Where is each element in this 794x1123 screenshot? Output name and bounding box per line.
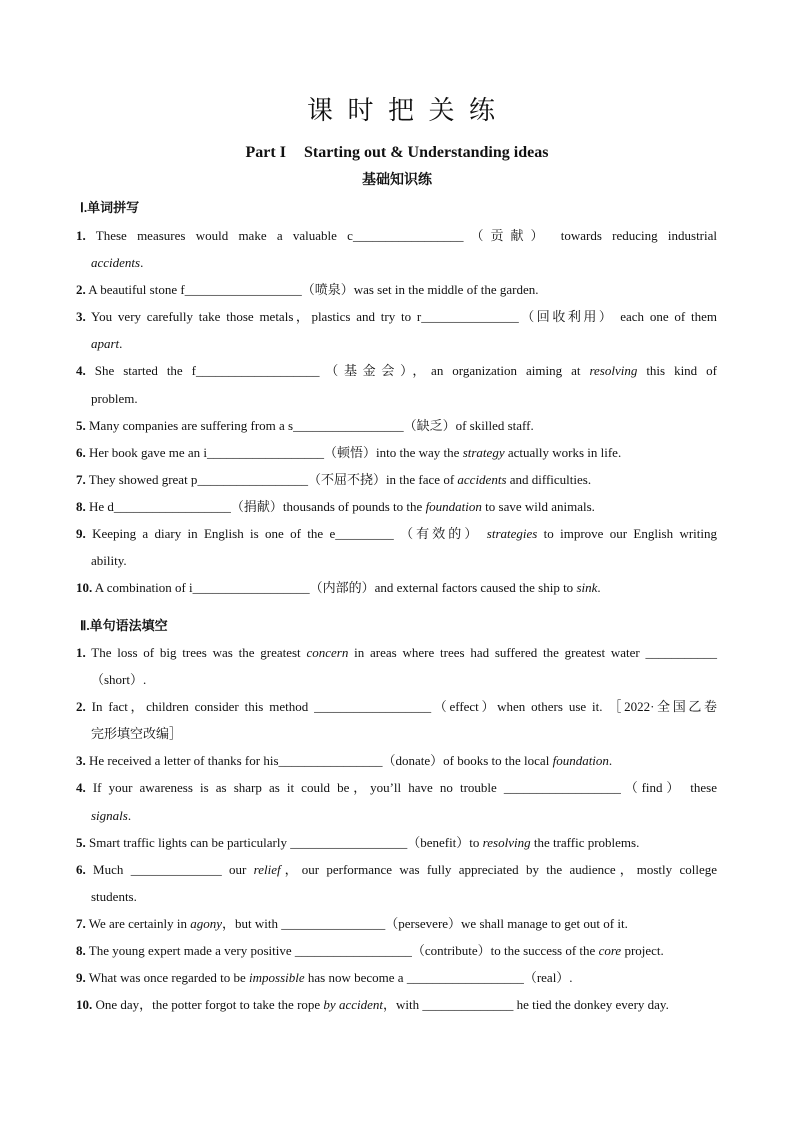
question-item: [76, 357, 717, 411]
section-heading-grammar-fill: Ⅱ.单句语法填空: [80, 618, 168, 633]
question-number: 9.: [76, 526, 86, 542]
question-text: （real）.: [523, 970, 573, 986]
question-text: （顿悟）into the way the: [324, 444, 463, 460]
question-text: Her book gave me an i: [85, 444, 208, 460]
question-text: project.: [621, 943, 664, 959]
question-text: （contribute）to the success of the: [411, 943, 599, 959]
emphasized-term: accidents: [91, 255, 141, 271]
question-number: 1.: [76, 645, 86, 660]
emphasized-term: by accident: [323, 997, 383, 1013]
question-text: （persevere）we shall manage to get out of it.: [385, 915, 628, 931]
question-text: （find） these: [620, 780, 717, 796]
question-line: [76, 747, 717, 774]
question-text: What was once regarded to be: [85, 970, 250, 986]
question-text: Smart traffic lights can be particularly: [85, 834, 291, 850]
question-item: [76, 829, 717, 856]
emphasized-term: signals: [91, 807, 128, 823]
question-text: Many companies are suffering from a s: [85, 417, 294, 433]
question-line: [76, 991, 717, 1018]
question-item: [76, 991, 717, 1018]
question-text: We are certainly in: [85, 915, 191, 931]
answer-blank: ______________: [422, 997, 514, 1013]
question-text: .: [597, 580, 601, 596]
question-number: 3.: [76, 753, 86, 769]
emphasized-term: core: [598, 943, 622, 959]
question-text: She started the f: [85, 363, 196, 379]
question-line: [91, 249, 717, 276]
emphasized-term: accidents: [457, 471, 507, 487]
question-text: .: [119, 336, 123, 352]
question-item: [76, 303, 717, 357]
question-line: [76, 829, 717, 856]
question-line: [76, 774, 717, 801]
question-number: 10.: [76, 997, 93, 1013]
part-label: Part I: [245, 144, 286, 161]
question-line: [91, 547, 717, 574]
question-line: [76, 639, 717, 666]
question-number: 7.: [76, 471, 86, 487]
question-item: [76, 747, 717, 774]
question-number: 5.: [76, 834, 86, 850]
question-line: [91, 720, 717, 747]
question-item: [76, 439, 717, 466]
question-item: [76, 856, 717, 910]
question-line: [76, 276, 717, 303]
question-text: They showed great p: [85, 471, 198, 487]
question-text: If your awareness is as sharp as it could be，you’ll have no trouble: [85, 780, 504, 796]
answer-blank: _________________: [293, 417, 404, 433]
answer-blank: ___________________: [196, 363, 320, 379]
question-line: [91, 883, 717, 910]
answer-blank: _________: [335, 526, 394, 542]
question-number: 5.: [76, 417, 86, 433]
question-item: [76, 693, 717, 747]
question-line: [76, 520, 717, 547]
question-number: 1.: [76, 228, 86, 243]
question-item: [76, 466, 717, 493]
emphasized-term: strategy: [462, 444, 505, 460]
part-heading: [0, 143, 794, 163]
emphasized-term: resolving: [482, 834, 531, 850]
question-line: [76, 937, 717, 964]
answer-blank: _________________: [197, 471, 308, 487]
question-line: [76, 466, 717, 493]
question-text: （回收利用） each one of them: [518, 309, 717, 325]
question-line: [91, 666, 717, 693]
question-text: （喷泉）was set in the middle of the garden.: [301, 282, 539, 298]
answer-blank: __________________: [207, 444, 325, 460]
question-item: [76, 222, 717, 276]
question-item: [76, 493, 717, 520]
question-line: [76, 856, 717, 883]
question-item: [76, 774, 717, 828]
question-number: 4.: [76, 780, 86, 796]
question-text: and difficulties.: [506, 471, 592, 487]
question-text: （有效的）: [393, 526, 487, 542]
question-number: 9.: [76, 970, 86, 986]
question-number: 6.: [76, 444, 86, 460]
question-text: Much: [85, 861, 131, 877]
question-text: （benefit）to: [407, 834, 483, 850]
question-item: [76, 964, 717, 991]
question-text: He d: [85, 498, 114, 514]
question-text: He received a letter of thanks for his: [85, 753, 279, 769]
question-number: 4.: [76, 363, 86, 379]
question-text: .: [127, 807, 132, 823]
question-number: 2.: [76, 699, 86, 715]
question-text: .: [608, 753, 613, 769]
question-item: [76, 937, 717, 964]
question-item: [76, 276, 717, 303]
emphasized-term: resolving: [589, 363, 638, 379]
question-text: （捐献）thousands of pounds to the: [230, 498, 426, 514]
question-text: 完形填空改编］: [91, 726, 183, 742]
question-line: [76, 412, 717, 439]
answer-blank: _______________: [421, 309, 519, 325]
question-text: problem.: [91, 390, 138, 406]
emphasized-term: sink: [576, 580, 598, 596]
level-heading: 基础知识练: [362, 173, 432, 188]
question-text: ，with: [382, 997, 423, 1013]
question-text: （short）.: [91, 672, 147, 688]
grammar-fill-list: [76, 639, 717, 1018]
question-number: 6.: [76, 861, 86, 877]
question-number: 7.: [76, 915, 86, 931]
answer-blank: __________________: [113, 498, 231, 514]
question-text: the traffic problems.: [530, 834, 640, 850]
question-line: [76, 964, 717, 991]
question-line: [76, 910, 717, 937]
answer-blank: __________________: [184, 282, 302, 298]
question-text: ability.: [91, 553, 127, 569]
question-text: to improve our English writing: [537, 526, 717, 542]
question-text: he tied the donkey every day.: [513, 997, 669, 1013]
question-text: our: [221, 861, 254, 877]
question-text: （donate）of books to the local: [382, 753, 553, 769]
question-line: [76, 222, 717, 249]
question-line: [76, 574, 717, 601]
question-text: These measures would make a valuable c: [85, 228, 353, 243]
answer-blank: __________________: [314, 699, 432, 715]
question-line: [76, 303, 717, 330]
question-number: 2.: [76, 282, 86, 298]
question-item: [76, 520, 717, 574]
question-number: 3.: [76, 309, 86, 325]
question-number: 8.: [76, 498, 86, 514]
emphasized-term: foundation: [552, 753, 609, 769]
emphasized-term: strategies: [486, 526, 538, 542]
answer-blank: ______________: [130, 861, 222, 877]
question-item: [76, 639, 717, 693]
question-text: The loss of big trees was the greatest: [85, 645, 307, 660]
answer-blank: __________________: [503, 780, 621, 796]
section-heading-word-spelling: Ⅰ.单词拼写: [80, 200, 140, 215]
emphasized-term: apart: [91, 336, 120, 352]
answer-blank: __________________: [406, 970, 524, 986]
question-text: In fact，children consider this method: [85, 699, 315, 715]
question-text: in areas where trees had suffered the greatest water: [348, 645, 646, 660]
question-text: ，but with: [222, 915, 282, 931]
answer-blank: __________________: [192, 580, 310, 596]
question-text: （effect）when others use it. ［2022·全国乙卷: [431, 699, 717, 715]
question-text: .: [140, 255, 144, 271]
question-text: has now become a: [304, 970, 407, 986]
question-item: [76, 574, 717, 601]
question-text: （缺乏）of skilled staff.: [403, 417, 534, 433]
answer-blank: ________________: [278, 753, 383, 769]
question-text: You very carefully take those metals，plastics and try to r: [85, 309, 422, 325]
question-line: [91, 802, 717, 829]
question-text: A beautiful stone f: [85, 282, 185, 298]
question-text: Keeping a diary in English is one of the e: [85, 526, 336, 542]
question-text: A combination of i: [92, 580, 193, 596]
word-spelling-list: [76, 222, 717, 601]
question-text: The young expert made a very positive: [85, 943, 295, 959]
worksheet-title: 课 时 把 关 练: [306, 96, 499, 125]
question-text: （基金会），an organization aiming at: [319, 363, 590, 379]
answer-blank: ________________: [281, 915, 386, 931]
emphasized-term: agony: [190, 915, 223, 931]
part-topic: Starting out & Understanding ideas: [303, 144, 549, 161]
question-text: （贡献） towards reducing industrial: [463, 228, 717, 243]
question-line: [76, 493, 717, 520]
question-text: this kind of: [637, 363, 717, 379]
answer-blank: __________________: [290, 834, 408, 850]
emphasized-term: relief: [253, 861, 281, 877]
question-text: students.: [91, 888, 137, 904]
question-text: （内部的）and external factors caused the ship to: [309, 580, 577, 596]
question-line: [76, 439, 717, 466]
question-item: [76, 412, 717, 439]
question-line: [91, 385, 717, 412]
question-text: ，our performance was fully appreciated by the audience，mostly college: [280, 861, 717, 877]
question-line: [76, 693, 717, 720]
answer-blank: _________________: [352, 228, 464, 243]
answer-blank: ___________: [645, 645, 717, 660]
question-item: [76, 910, 717, 937]
question-number: 8.: [76, 943, 86, 959]
question-number: 10.: [76, 580, 93, 596]
question-text: One day，the potter forgot to take the rope: [92, 997, 324, 1013]
answer-blank: __________________: [294, 943, 412, 959]
question-text: to save wild animals.: [481, 498, 595, 514]
emphasized-term: foundation: [425, 498, 482, 514]
question-line: [76, 357, 717, 384]
question-text: （不屈不挠）in the face of: [307, 471, 458, 487]
emphasized-term: concern: [306, 645, 349, 660]
question-text: actually works in life.: [504, 444, 622, 460]
question-line: [91, 330, 717, 357]
emphasized-term: impossible: [249, 970, 305, 986]
